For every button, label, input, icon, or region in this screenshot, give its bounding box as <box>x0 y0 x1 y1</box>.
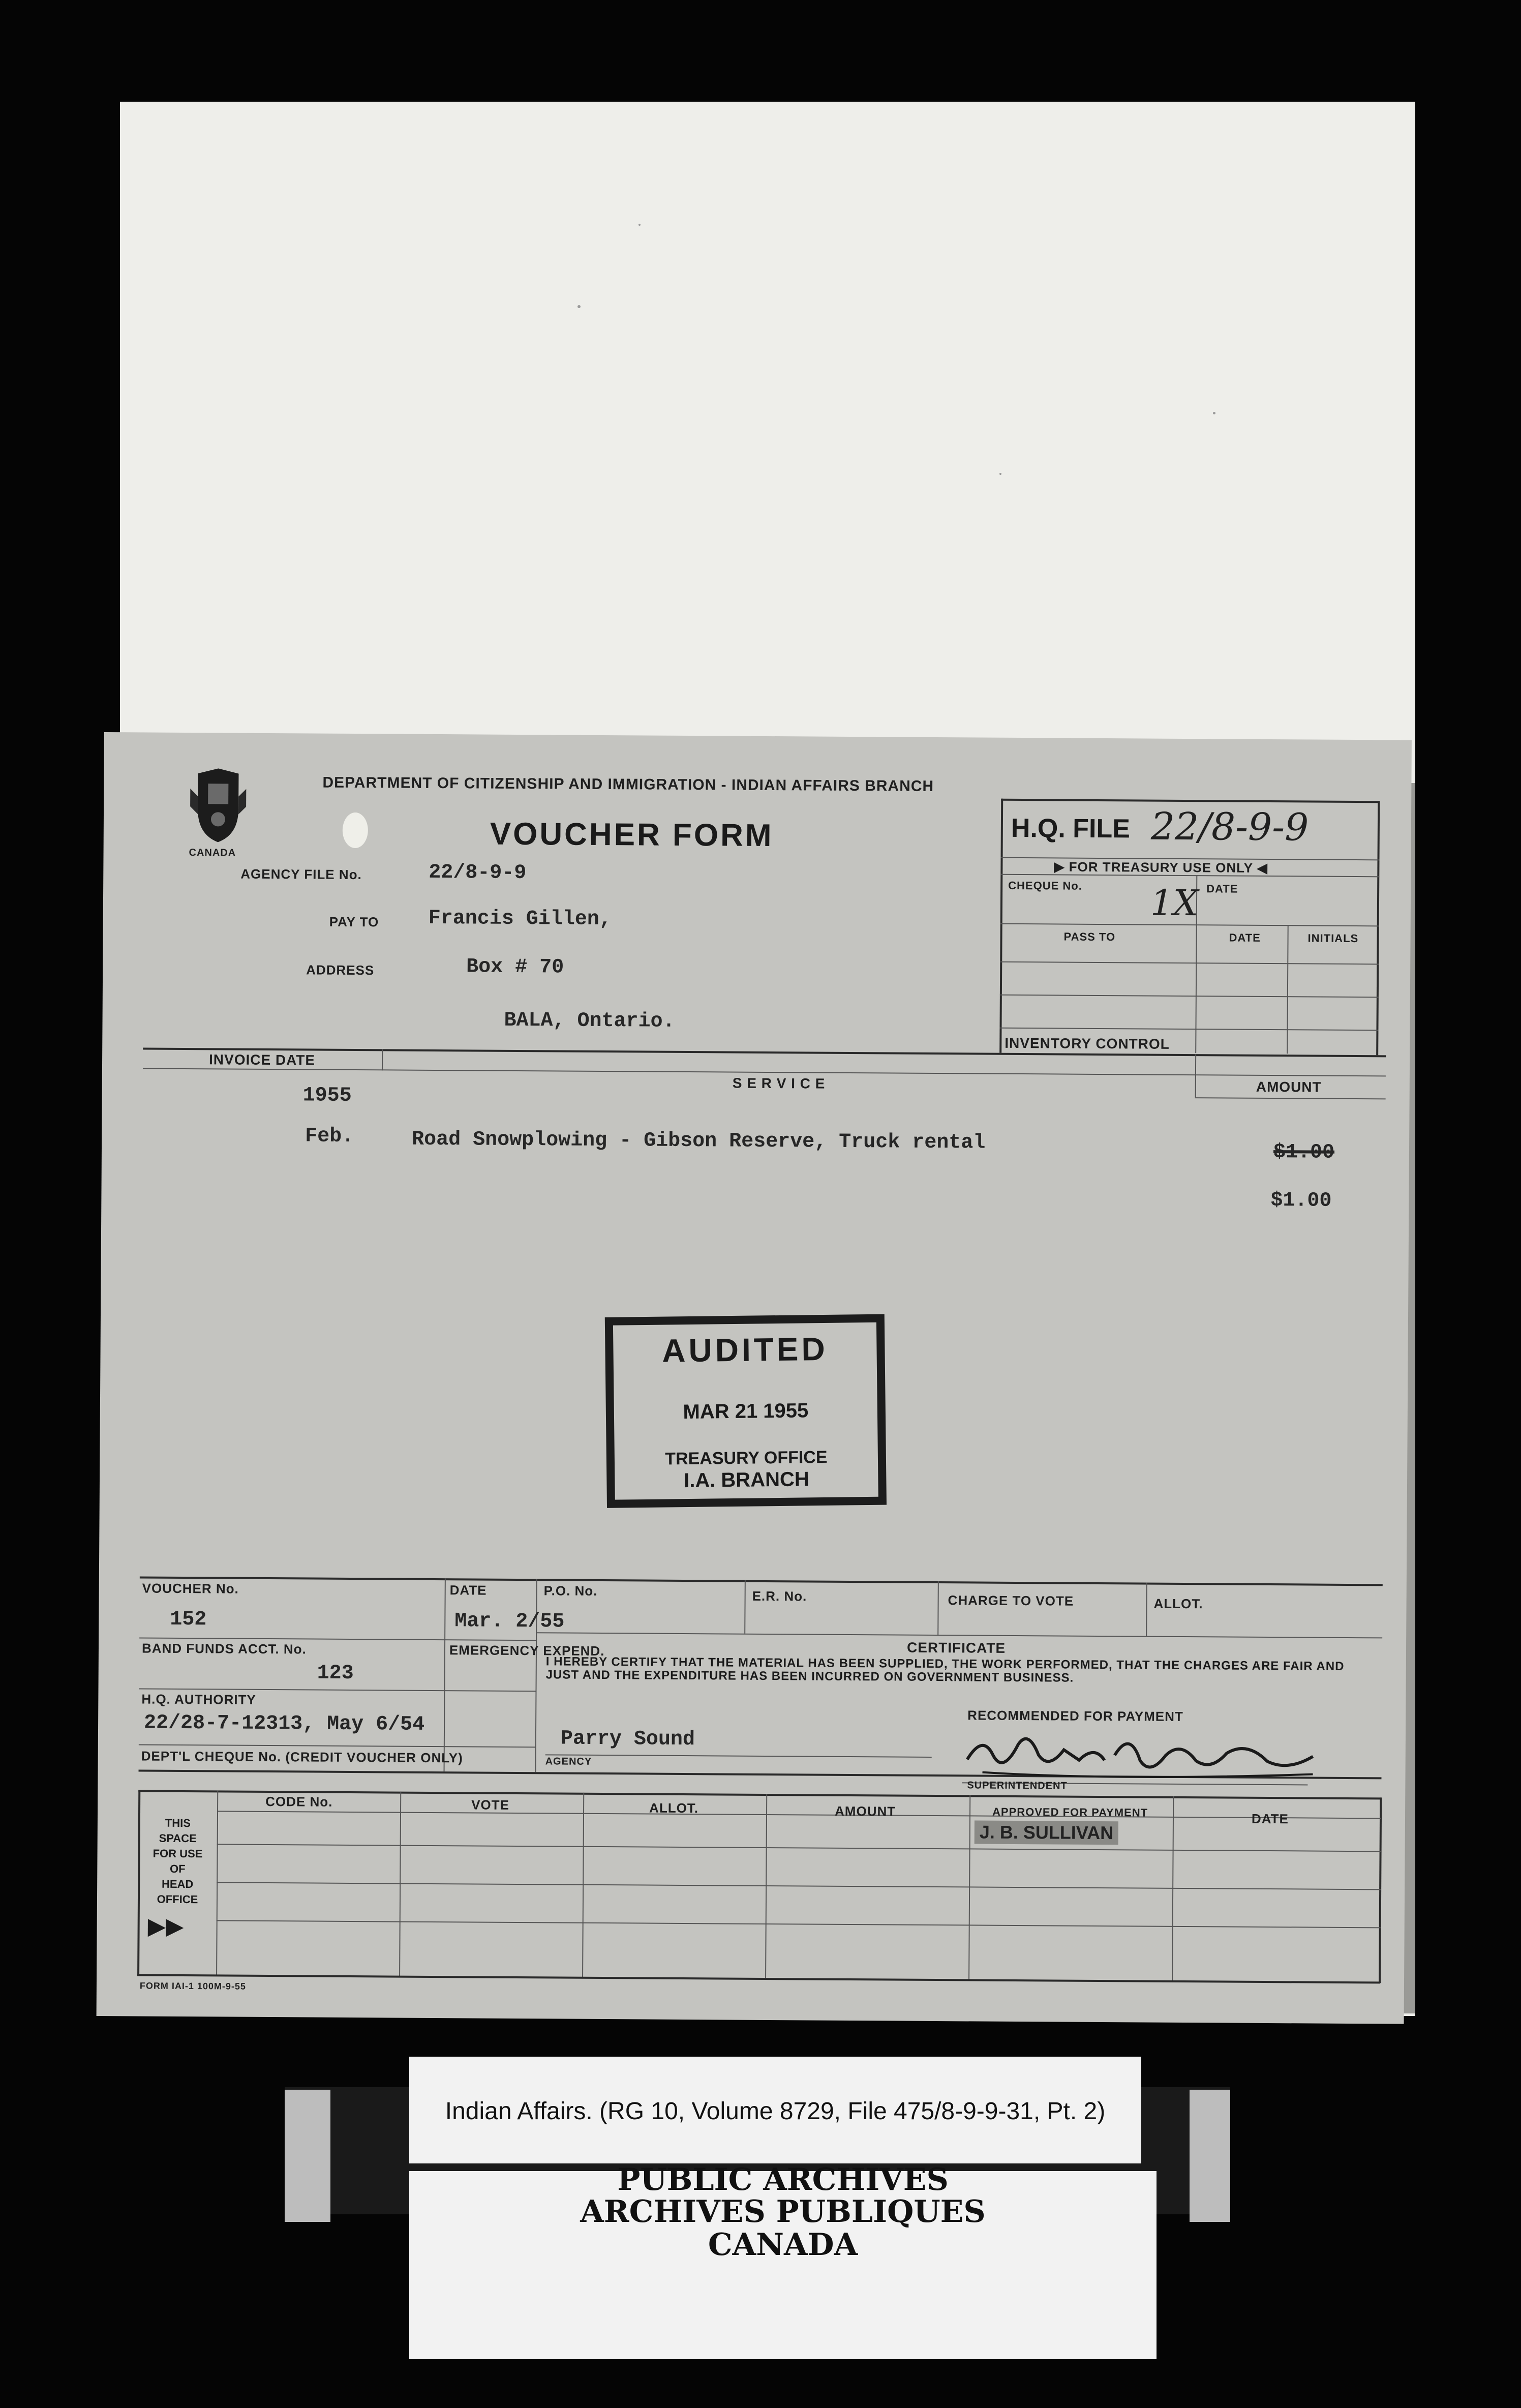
archive-line-3: CANADA <box>708 2227 858 2263</box>
pass-to-label: PASS TO <box>1063 930 1116 944</box>
archive-reference: Indian Affairs. (RG 10, Volume 8729, File 475/8-9-9-31, Pt. 2) <box>445 2098 1106 2125</box>
hq-authority-label: H.Q. AUTHORITY <box>141 1691 256 1707</box>
amount-label: AMOUNT <box>1256 1078 1322 1095</box>
double-arrow-icon: ▶▶ <box>147 1912 184 1939</box>
certificate-text: I HEREBY CERTIFY THAT THE MATERIAL HAS BEEN SUPPLIED, THE WORK PERFORMED, THAT THE CHARGES ARE FAIR AND JUST AND THE EXPENDITURE HAS BEEN INCURRED ON GOVERNMENT BUSINESS. <box>545 1654 1345 1685</box>
agency-value: Parry Sound <box>560 1727 695 1752</box>
address-line-2: BALA, Ontario. <box>504 1009 675 1033</box>
dept-cheque-label: DEPT'L CHEQUE No. (CREDIT VOUCHER ONLY) <box>141 1748 463 1766</box>
archive-line-1: PUBLIC ARCHIVES <box>617 2162 949 2198</box>
hq-file-value: 22/8-9-9 <box>1150 804 1309 850</box>
superintendent-label: SUPERINTENDENT <box>967 1780 1068 1792</box>
head-allot-label: ALLOT. <box>649 1800 699 1816</box>
voucher-form <box>97 732 1412 2024</box>
voucher-no-value: 152 <box>170 1608 207 1632</box>
service-label: S E R V I C E <box>732 1075 826 1092</box>
audited-stamp <box>605 1314 887 1508</box>
voucher-date-label: DATE <box>449 1582 487 1598</box>
label-clip-left <box>285 2090 330 2222</box>
certificate-title: CERTIFICATE <box>906 1639 1006 1656</box>
band-funds-value: 123 <box>317 1662 354 1685</box>
allot-label: ALLOT. <box>1153 1596 1203 1612</box>
head-office-side-label: THIS SPACE FOR USE OF HEAD OFFICE <box>153 1816 203 1906</box>
er-no-label: E.R. No. <box>752 1588 807 1604</box>
pass-date-label: DATE <box>1229 931 1261 944</box>
emergency-label: EMERGENCY EXPEND. <box>449 1642 605 1659</box>
stamp-office: TREASURY OFFICE <box>665 1447 828 1469</box>
struck-amount: $1.00 <box>1273 1141 1335 1164</box>
punch-hole <box>343 812 368 848</box>
amount-value: $1.00 <box>1270 1189 1332 1213</box>
archive-line-2: ARCHIVES PUBLIQUES <box>580 2194 986 2230</box>
head-date-label: DATE <box>1251 1811 1289 1827</box>
stamp-branch: I.A. BRANCH <box>683 1468 809 1492</box>
invoice-date-label: INVOICE DATE <box>208 1051 316 1068</box>
vote-label: VOTE <box>471 1797 510 1813</box>
recommended-label: RECOMMENDED FOR PAYMENT <box>967 1707 1183 1725</box>
agency-file-label: AGENCY FILE No. <box>240 866 362 883</box>
label-clip-right <box>1190 2090 1230 2222</box>
address-line-1: Box # 70 <box>466 955 564 979</box>
cheque-no-value: 1X <box>1150 882 1199 924</box>
charge-to-vote-label: CHARGE TO VOTE <box>948 1592 1074 1609</box>
service-description: Road Snowplowing - Gibson Reserve, Truck rental <box>411 1128 986 1155</box>
cheque-no-label: CHEQUE No. <box>1008 879 1082 892</box>
address-label: ADDRESS <box>306 962 375 978</box>
form-title: VOUCHER FORM <box>490 816 774 854</box>
agency-file-value: 22/8-9-9 <box>429 861 527 885</box>
stamp-audited: AUDITED <box>661 1330 829 1369</box>
invoice-year: 1955 <box>302 1084 352 1107</box>
treasury-use-label: ▶ FOR TREASURY USE ONLY ◀ <box>1054 859 1268 876</box>
department-title: DEPARTMENT OF CITIZENSHIP AND IMMIGRATION - INDIAN AFFAIRS BRANCH <box>322 774 934 795</box>
inventory-control-label: INVENTORY CONTROL <box>1005 1035 1170 1052</box>
pay-to-value: Francis Gillen, <box>428 907 612 931</box>
band-funds-label: BAND FUNDS ACCT. No. <box>141 1640 307 1657</box>
voucher-date-value: Mar. 2/55 <box>454 1610 565 1634</box>
form-number: FORM IAI-1 100M-9-55 <box>139 1980 247 1992</box>
pay-to-label: PAY TO <box>329 914 379 930</box>
voucher-no-label: VOUCHER No. <box>142 1580 239 1597</box>
hq-authority-value: 22/28-7-12313, May 6/54 <box>143 1711 425 1736</box>
canada-crest-icon <box>188 768 249 845</box>
archive-stamp-card <box>409 2162 1157 2359</box>
po-no-label: P.O. No. <box>543 1583 598 1599</box>
country-label: CANADA <box>189 847 236 859</box>
superintendent-signature-icon <box>962 1724 1328 1787</box>
agency-label: AGENCY <box>545 1756 592 1767</box>
invoice-month: Feb. <box>305 1125 354 1149</box>
approved-label: APPROVED FOR PAYMENT <box>992 1805 1148 1819</box>
code-no-label: CODE No. <box>265 1793 333 1810</box>
archive-reference-card <box>409 2057 1141 2163</box>
initials-label: INITIALS <box>1307 931 1359 945</box>
stamp-date: MAR 21 1955 <box>683 1399 809 1424</box>
approved-by-stamp: J. B. SULLIVAN <box>975 1820 1119 1845</box>
hq-file-label: H.Q. FILE <box>1011 813 1131 844</box>
head-amount-label: AMOUNT <box>834 1803 896 1819</box>
cheque-date-label: DATE <box>1206 882 1238 895</box>
